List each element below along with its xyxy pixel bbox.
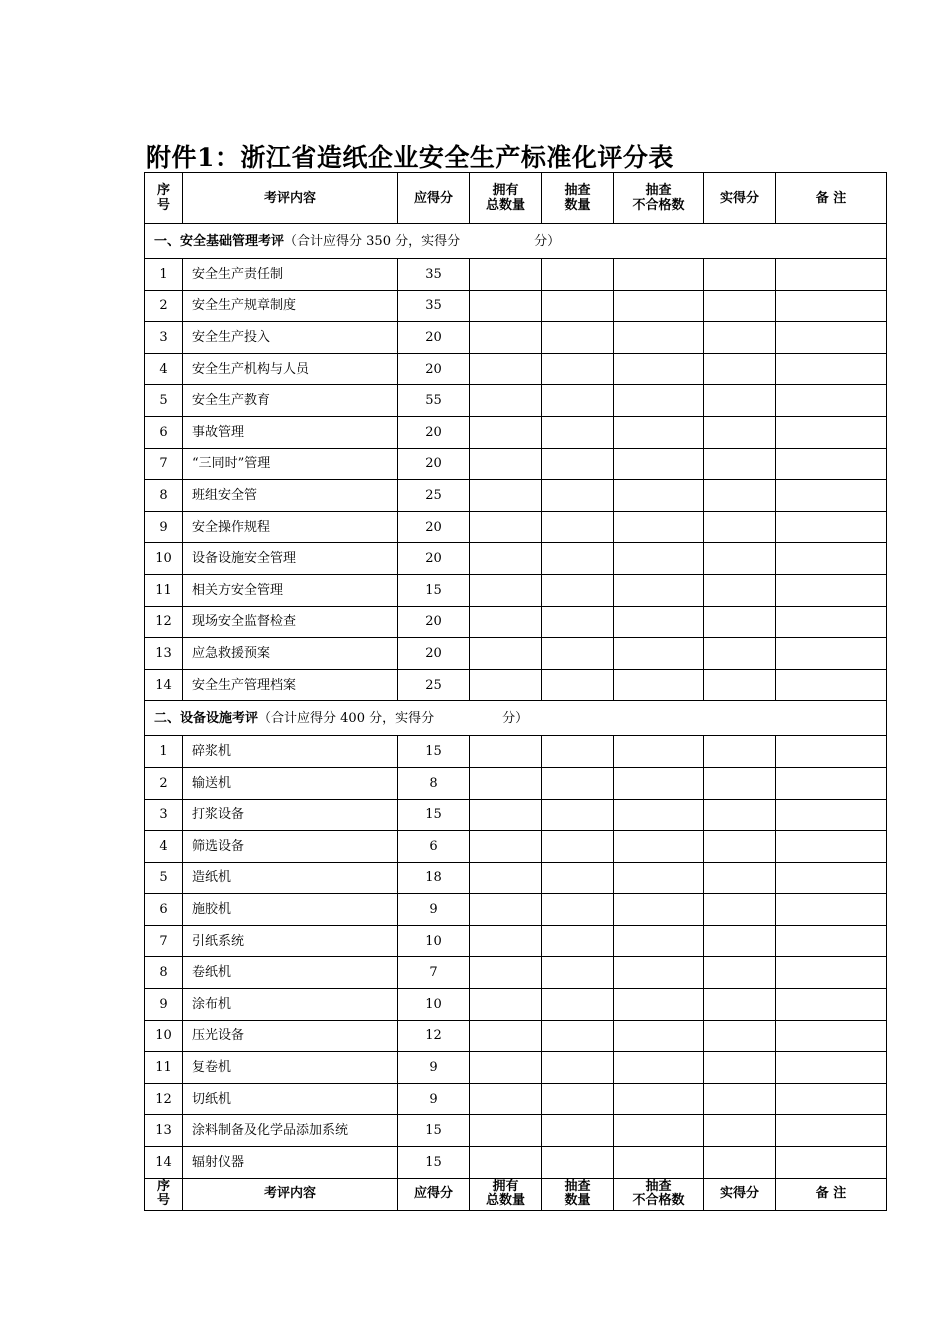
row-content: 筛选设备 [183,831,398,863]
row-check-count-cell[interactable] [542,480,614,512]
table-row [145,259,887,291]
row-fail-count-cell[interactable] [614,385,704,417]
row-own-count-cell[interactable] [470,322,542,354]
table-row [145,638,887,670]
header-remark: 备 注 [776,173,887,224]
table-row [145,1147,887,1179]
row-should-score: 20 [398,606,470,638]
row-check-count-cell[interactable] [542,543,614,575]
row-actual-score-cell[interactable] [704,1020,776,1052]
row-should-score: 15 [398,1147,470,1179]
row-remark-cell[interactable] [776,831,887,863]
row-own-count-cell[interactable] [470,894,542,926]
row-actual-score-cell[interactable] [704,480,776,512]
table-row [145,574,887,606]
row-remark-cell[interactable] [776,543,887,575]
row-should-score: 12 [398,1020,470,1052]
row-check-count-cell[interactable] [542,322,614,354]
row-own-count-cell[interactable] [470,1083,542,1115]
row-actual-score-cell[interactable] [704,1083,776,1115]
row-own-count-cell[interactable] [470,1052,542,1084]
row-own-count-cell[interactable] [470,606,542,638]
row-check-count-cell[interactable] [542,1115,614,1147]
row-actual-score-cell[interactable] [704,957,776,989]
row-actual-score-cell[interactable] [704,894,776,926]
row-content: 涂布机 [183,989,398,1021]
row-remark-cell[interactable] [776,606,887,638]
table-row [145,989,887,1021]
row-actual-score-cell[interactable] [704,574,776,606]
row-own-count-cell[interactable] [470,416,542,448]
row-number: 6 [145,894,183,926]
row-check-count-cell[interactable] [542,799,614,831]
header-content: 考评内容 [183,1178,398,1210]
row-check-count-cell[interactable] [542,989,614,1021]
row-content: 安全生产机构与人员 [183,353,398,385]
row-fail-count-cell[interactable] [614,416,704,448]
row-own-count-cell[interactable] [470,480,542,512]
row-fail-count-cell[interactable] [614,799,704,831]
row-actual-score-cell[interactable] [704,862,776,894]
row-number: 8 [145,480,183,512]
row-content: 造纸机 [183,862,398,894]
row-content: 输送机 [183,767,398,799]
row-own-count-cell[interactable] [470,638,542,670]
row-should-score: 10 [398,989,470,1021]
row-fail-count-cell[interactable] [614,669,704,701]
row-actual-score-cell[interactable] [704,606,776,638]
row-should-score: 7 [398,957,470,989]
row-check-count-cell[interactable] [542,606,614,638]
document-title: 附件1：浙江省造纸企业安全生产标准化评分表 [146,143,674,172]
row-number: 14 [145,669,183,701]
row-content: 安全操作规程 [183,511,398,543]
row-actual-score-cell[interactable] [704,1147,776,1179]
row-own-count-cell[interactable] [470,574,542,606]
row-remark-cell[interactable] [776,736,887,768]
row-number: 4 [145,831,183,863]
row-fail-count-cell[interactable] [614,736,704,768]
header-should-score: 应得分 [398,173,470,224]
row-check-count-cell[interactable] [542,1020,614,1052]
row-should-score: 35 [398,290,470,322]
row-fail-count-cell[interactable] [614,1020,704,1052]
row-should-score: 15 [398,799,470,831]
row-actual-score-cell[interactable] [704,669,776,701]
row-fail-count-cell[interactable] [614,957,704,989]
header-actual-score: 实得分 [704,173,776,224]
row-own-count-cell[interactable] [470,957,542,989]
row-check-count-cell[interactable] [542,1083,614,1115]
row-own-count-cell[interactable] [470,259,542,291]
row-own-count-cell[interactable] [470,989,542,1021]
row-number: 9 [145,989,183,1021]
row-remark-cell[interactable] [776,480,887,512]
row-number: 5 [145,862,183,894]
table-row [145,290,887,322]
row-fail-count-cell[interactable] [614,480,704,512]
row-own-count-cell[interactable] [470,862,542,894]
table-row [145,767,887,799]
row-number: 3 [145,799,183,831]
row-fail-count-cell[interactable] [614,574,704,606]
row-actual-score-cell[interactable] [704,543,776,575]
section-header-row [145,701,887,736]
table-row [145,606,887,638]
table-row [145,957,887,989]
row-check-count-cell[interactable] [542,669,614,701]
row-remark-cell[interactable] [776,290,887,322]
row-number: 11 [145,574,183,606]
section-1-title: 一、安全基础管理考评（合计应得分 350 分，实得分 分） [145,224,887,259]
row-fail-count-cell[interactable] [614,989,704,1021]
row-number: 9 [145,511,183,543]
row-remark-cell[interactable] [776,353,887,385]
row-should-score: 15 [398,574,470,606]
table-row [145,322,887,354]
row-remark-cell[interactable] [776,1147,887,1179]
table-row [145,543,887,575]
row-content: 碎浆机 [183,736,398,768]
row-fail-count-cell[interactable] [614,259,704,291]
row-remark-cell[interactable] [776,574,887,606]
header-actual-score: 实得分 [704,1178,776,1210]
row-number: 12 [145,1083,183,1115]
table-row [145,480,887,512]
header-check-count: 抽查 数量 [542,173,614,224]
row-own-count-cell[interactable] [470,1147,542,1179]
row-content: 事故管理 [183,416,398,448]
row-own-count-cell[interactable] [470,543,542,575]
row-number: 8 [145,957,183,989]
row-remark-cell[interactable] [776,1052,887,1084]
row-remark-cell[interactable] [776,322,887,354]
row-should-score: 20 [398,638,470,670]
table-row [145,385,887,417]
row-fail-count-cell[interactable] [614,831,704,863]
row-content: 安全生产规章制度 [183,290,398,322]
row-fail-count-cell[interactable] [614,894,704,926]
row-fail-count-cell[interactable] [614,290,704,322]
row-own-count-cell[interactable] [470,448,542,480]
row-should-score: 20 [398,353,470,385]
row-remark-cell[interactable] [776,1083,887,1115]
row-remark-cell[interactable] [776,669,887,701]
row-should-score: 25 [398,480,470,512]
row-own-count-cell[interactable] [470,511,542,543]
row-actual-score-cell[interactable] [704,259,776,291]
row-remark-cell[interactable] [776,416,887,448]
row-remark-cell[interactable] [776,925,887,957]
row-remark-cell[interactable] [776,638,887,670]
row-remark-cell[interactable] [776,448,887,480]
row-actual-score-cell[interactable] [704,989,776,1021]
row-number: 10 [145,543,183,575]
row-own-count-cell[interactable] [470,736,542,768]
row-number: 14 [145,1147,183,1179]
header-seq: 序 号 [145,173,183,224]
row-check-count-cell[interactable] [542,448,614,480]
row-fail-count-cell[interactable] [614,606,704,638]
row-check-count-cell[interactable] [542,385,614,417]
row-number: 11 [145,1052,183,1084]
row-number: 13 [145,1115,183,1147]
row-actual-score-cell[interactable] [704,416,776,448]
row-number: 2 [145,290,183,322]
row-check-count-cell[interactable] [542,767,614,799]
table-row [145,925,887,957]
row-own-count-cell[interactable] [470,290,542,322]
row-should-score: 8 [398,767,470,799]
row-number: 10 [145,1020,183,1052]
row-actual-score-cell[interactable] [704,831,776,863]
row-number: 5 [145,385,183,417]
row-should-score: 9 [398,1052,470,1084]
row-check-count-cell[interactable] [542,957,614,989]
row-content: 班组安全管 [183,480,398,512]
section-2-title: 二、设备设施考评（合计应得分 400 分，实得分 分） [145,701,887,736]
row-actual-score-cell[interactable] [704,290,776,322]
row-actual-score-cell[interactable] [704,322,776,354]
row-check-count-cell[interactable] [542,925,614,957]
row-content: 安全生产投入 [183,322,398,354]
header-should-score: 应得分 [398,1178,470,1210]
row-remark-cell[interactable] [776,1020,887,1052]
row-remark-cell[interactable] [776,894,887,926]
row-number: 6 [145,416,183,448]
row-check-count-cell[interactable] [542,574,614,606]
header-own-count: 拥有 总数量 [470,1178,542,1210]
table-row [145,1083,887,1115]
row-fail-count-cell[interactable] [614,448,704,480]
row-check-count-cell[interactable] [542,894,614,926]
row-content: 应急救援预案 [183,638,398,670]
row-number: 1 [145,736,183,768]
row-actual-score-cell[interactable] [704,925,776,957]
row-fail-count-cell[interactable] [614,511,704,543]
table-row [145,1115,887,1147]
row-actual-score-cell[interactable] [704,1115,776,1147]
row-actual-score-cell[interactable] [704,799,776,831]
row-actual-score-cell[interactable] [704,736,776,768]
row-content: 现场安全监督检查 [183,606,398,638]
row-content: 打浆设备 [183,799,398,831]
section-header-row [145,224,887,259]
row-fail-count-cell[interactable] [614,1115,704,1147]
row-should-score: 35 [398,259,470,291]
row-remark-cell[interactable] [776,1115,887,1147]
row-actual-score-cell[interactable] [704,448,776,480]
row-content: 相关方安全管理 [183,574,398,606]
header-seq: 序 号 [145,1178,183,1210]
row-actual-score-cell[interactable] [704,638,776,670]
row-should-score: 15 [398,736,470,768]
row-content: 压光设备 [183,1020,398,1052]
row-actual-score-cell[interactable] [704,353,776,385]
row-actual-score-cell[interactable] [704,511,776,543]
row-check-count-cell[interactable] [542,1052,614,1084]
row-should-score: 15 [398,1115,470,1147]
row-fail-count-cell[interactable] [614,353,704,385]
table-row [145,894,887,926]
row-check-count-cell[interactable] [542,290,614,322]
scoring-table [144,172,887,1211]
row-check-count-cell[interactable] [542,862,614,894]
table-row [145,669,887,701]
row-content: 安全生产责任制 [183,259,398,291]
row-remark-cell[interactable] [776,799,887,831]
row-check-count-cell[interactable] [542,1147,614,1179]
row-own-count-cell[interactable] [470,767,542,799]
row-number: 7 [145,448,183,480]
row-number: 12 [145,606,183,638]
row-number: 1 [145,259,183,291]
row-number: 13 [145,638,183,670]
table-row [145,448,887,480]
row-should-score: 20 [398,416,470,448]
row-remark-cell[interactable] [776,862,887,894]
row-check-count-cell[interactable] [542,511,614,543]
table-row [145,353,887,385]
repeated-header-row [145,1178,887,1210]
table-row [145,799,887,831]
row-check-count-cell[interactable] [542,736,614,768]
row-should-score: 20 [398,511,470,543]
row-fail-count-cell[interactable] [614,767,704,799]
row-should-score: 6 [398,831,470,863]
row-own-count-cell[interactable] [470,799,542,831]
row-fail-count-cell[interactable] [614,638,704,670]
row-should-score: 20 [398,322,470,354]
row-content: 涂料制备及化学品添加系统 [183,1115,398,1147]
row-fail-count-cell[interactable] [614,1083,704,1115]
table-row [145,416,887,448]
row-content: 复卷机 [183,1052,398,1084]
row-check-count-cell[interactable] [542,416,614,448]
table-row [145,736,887,768]
header-row [145,173,887,224]
row-should-score: 9 [398,1083,470,1115]
row-remark-cell[interactable] [776,511,887,543]
header-check-count: 抽查 数量 [542,1178,614,1210]
table-row [145,1052,887,1084]
row-number: 2 [145,767,183,799]
row-own-count-cell[interactable] [470,385,542,417]
table-row [145,1020,887,1052]
row-content: 安全生产管理档案 [183,669,398,701]
row-fail-count-cell[interactable] [614,322,704,354]
row-content: 施胶机 [183,894,398,926]
header-fail-count: 抽查 不合格数 [614,173,704,224]
row-number: 7 [145,925,183,957]
row-remark-cell[interactable] [776,989,887,1021]
row-content: 引纸系统 [183,925,398,957]
row-should-score: 9 [398,894,470,926]
row-should-score: 25 [398,669,470,701]
row-own-count-cell[interactable] [470,353,542,385]
header-content: 考评内容 [183,173,398,224]
row-fail-count-cell[interactable] [614,1147,704,1179]
row-should-score: 20 [398,543,470,575]
row-content: 设备设施安全管理 [183,543,398,575]
row-should-score: 55 [398,385,470,417]
row-content: 安全生产教育 [183,385,398,417]
row-own-count-cell[interactable] [470,831,542,863]
row-remark-cell[interactable] [776,385,887,417]
row-check-count-cell[interactable] [542,259,614,291]
row-content: “三同时”管理 [183,448,398,480]
row-content: 切纸机 [183,1083,398,1115]
row-fail-count-cell[interactable] [614,925,704,957]
row-actual-score-cell[interactable] [704,385,776,417]
table-row [145,511,887,543]
row-fail-count-cell[interactable] [614,543,704,575]
row-fail-count-cell[interactable] [614,1052,704,1084]
table-row [145,831,887,863]
row-own-count-cell[interactable] [470,925,542,957]
header-remark: 备 注 [776,1178,887,1210]
row-actual-score-cell[interactable] [704,767,776,799]
row-remark-cell[interactable] [776,957,887,989]
row-actual-score-cell[interactable] [704,1052,776,1084]
row-number: 3 [145,322,183,354]
row-own-count-cell[interactable] [470,669,542,701]
row-content: 卷纸机 [183,957,398,989]
row-content: 辐射仪器 [183,1147,398,1179]
header-own-count: 拥有 总数量 [470,173,542,224]
row-check-count-cell[interactable] [542,638,614,670]
row-should-score: 10 [398,925,470,957]
row-number: 4 [145,353,183,385]
row-should-score: 20 [398,448,470,480]
row-check-count-cell[interactable] [542,831,614,863]
row-check-count-cell[interactable] [542,353,614,385]
row-own-count-cell[interactable] [470,1115,542,1147]
row-fail-count-cell[interactable] [614,862,704,894]
row-remark-cell[interactable] [776,259,887,291]
table-row [145,862,887,894]
header-fail-count: 抽查 不合格数 [614,1178,704,1210]
row-own-count-cell[interactable] [470,1020,542,1052]
row-should-score: 18 [398,862,470,894]
row-remark-cell[interactable] [776,767,887,799]
